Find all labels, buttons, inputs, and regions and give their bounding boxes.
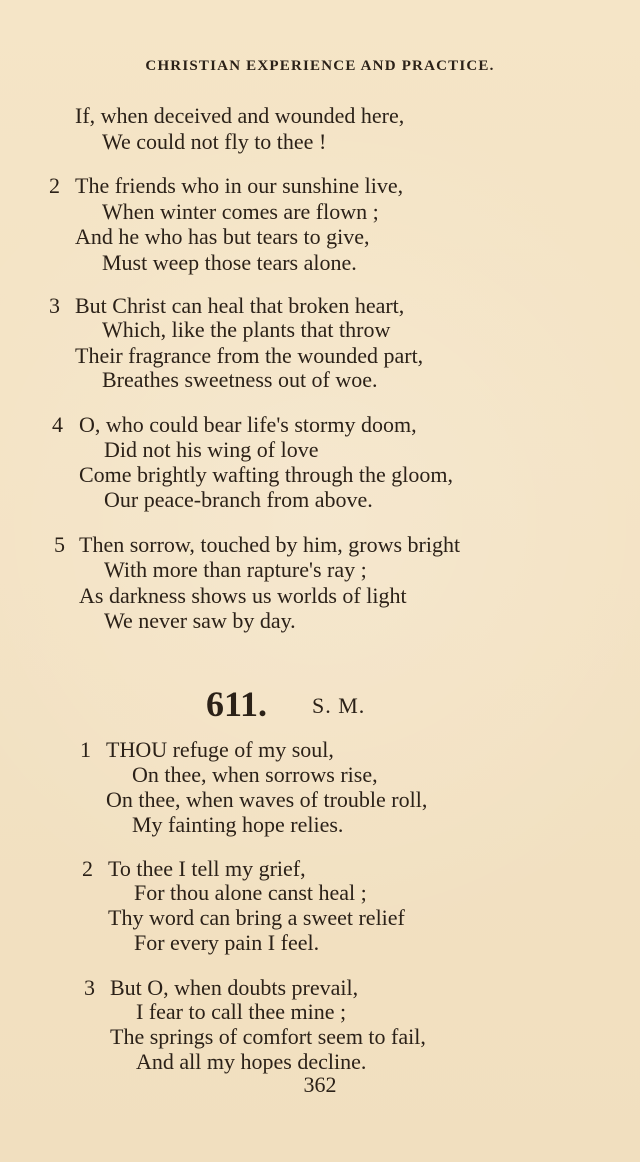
- continued-stanza-2-line-2: When winter comes are flown ;: [102, 199, 379, 224]
- hymn-611-stanza-1-line-4: My fainting hope relies.: [132, 812, 344, 837]
- hymn-611-stanza-3-line-3: The springs of comfort seem to fail,: [110, 1024, 426, 1049]
- continued-stanza-3-line-2: Which, like the plants that throw: [102, 317, 391, 342]
- hymn-611-stanza-3-line-1: But O, when doubts prevail,: [110, 975, 359, 1000]
- continued-stanza-3-line-4: Breathes sweetness out of woe.: [102, 367, 378, 392]
- continued-stanza-3-number: 3: [49, 293, 60, 318]
- page-number: 362: [303, 1072, 337, 1097]
- hymn-611-stanza-2-line-3: Thy word can bring a sweet relief: [108, 905, 405, 930]
- hymn-meter: S. M.: [312, 693, 366, 718]
- hymn-611-stanza-1-line-2: On thee, when sorrows rise,: [132, 762, 378, 787]
- continued-stanza-1-line-2: We could not fly to thee !: [102, 129, 327, 154]
- hymn-611-stanza-2-line-4: For every pain I feel.: [134, 930, 320, 955]
- continued-stanza-5-line-4: We never saw by day.: [104, 608, 296, 633]
- continued-stanza-5-line-1: Then sorrow, touched by him, grows bright: [79, 532, 461, 557]
- hymn-611-stanza-3-line-4: And all my hopes decline.: [136, 1049, 367, 1074]
- continued-stanza-1-line-1: If, when deceived and wounded here,: [75, 103, 405, 128]
- running-head: CHRISTIAN EXPERIENCE AND PRACTICE.: [145, 58, 495, 74]
- hymn-611-stanza-2-number: 2: [82, 856, 93, 881]
- hymn-611-stanza-2-line-1: To thee I tell my grief,: [108, 856, 306, 881]
- hymn-611-stanza-2-line-2: For thou alone canst heal ;: [134, 880, 367, 905]
- continued-stanza-5-line-2: With more than rapture's ray ;: [104, 557, 367, 582]
- continued-stanza-5-line-3: As darkness shows us worlds of light: [79, 583, 407, 608]
- continued-stanza-4-line-3: Come brightly wafting through the gloom,: [79, 462, 453, 487]
- continued-stanza-4-line-1: O, who could bear life's stormy doom,: [79, 412, 417, 437]
- continued-stanza-4-number: 4: [52, 412, 63, 437]
- hymn-611-stanza-1-line-3: On thee, when waves of trouble roll,: [106, 787, 428, 812]
- continued-stanza-5-number: 5: [54, 532, 65, 557]
- continued-stanza-4-line-4: Our peace-branch from above.: [104, 487, 373, 512]
- continued-stanza-4-line-2: Did not his wing of love: [104, 437, 319, 462]
- continued-stanza-2-line-4: Must weep those tears alone.: [102, 250, 357, 275]
- continued-stanza-2-number: 2: [49, 173, 60, 198]
- hymn-611-stanza-1-line-1: THOU refuge of my soul,: [106, 737, 334, 762]
- continued-stanza-2-line-3: And he who has but tears to give,: [75, 224, 370, 249]
- hymn-number: 611.: [206, 684, 268, 724]
- continued-stanza-3-line-3: Their fragrance from the wounded part,: [75, 343, 424, 368]
- hymn-611-stanza-3-line-2: I fear to call thee mine ;: [136, 999, 347, 1024]
- hymn-611-stanza-1-number: 1: [80, 737, 91, 762]
- hymn-611-stanza-3-number: 3: [84, 975, 95, 1000]
- continued-stanza-3-line-1: But Christ can heal that broken heart,: [75, 293, 405, 318]
- continued-stanza-2-line-1: The friends who in our sunshine live,: [75, 173, 404, 198]
